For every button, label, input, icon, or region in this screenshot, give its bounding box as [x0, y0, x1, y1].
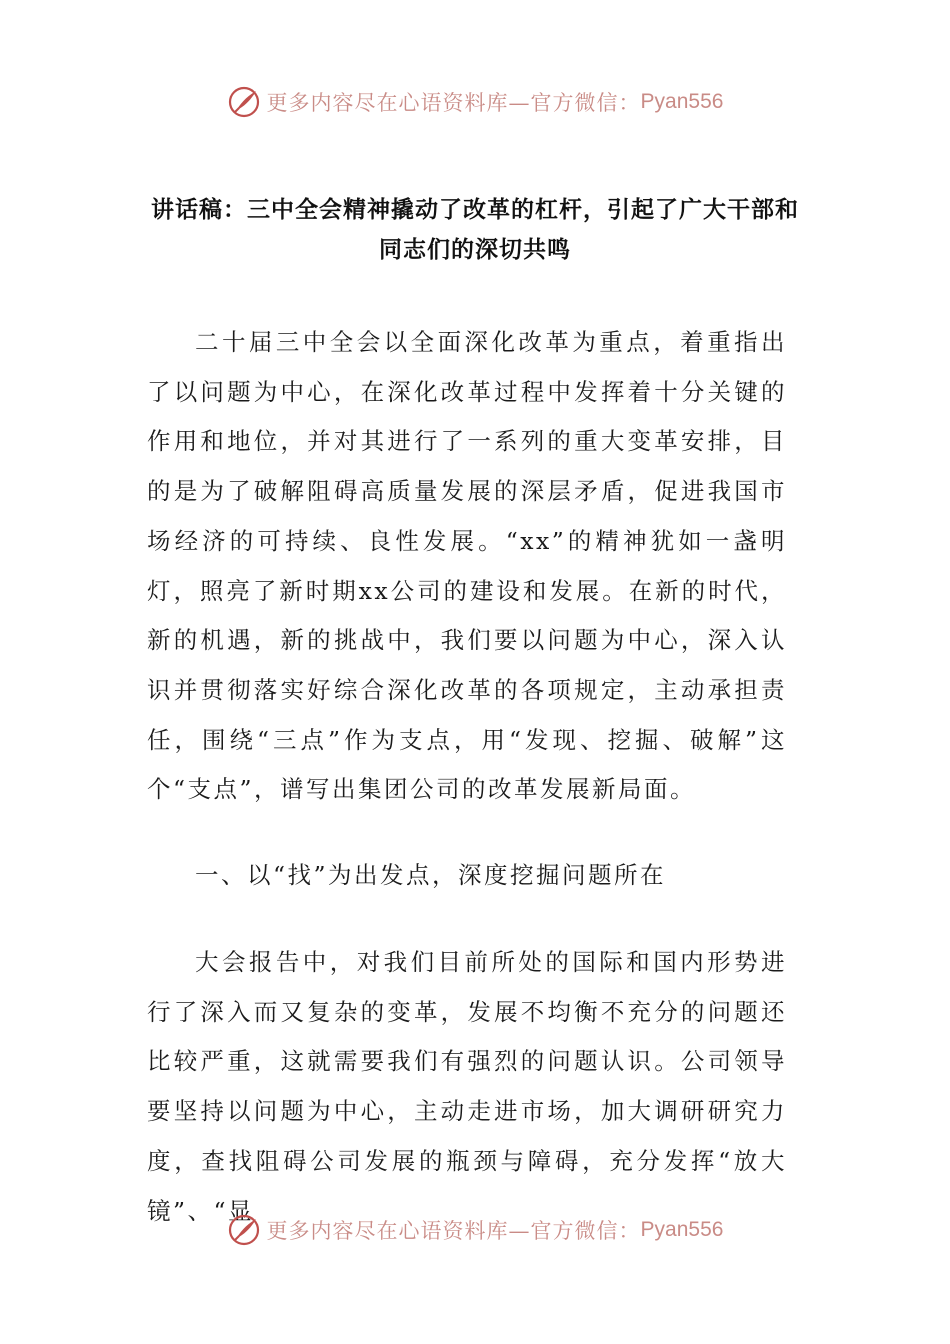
- watermark-banner-top: [0, 82, 950, 122]
- section-heading-1: 一、以“找”为出发点，深度挖掘问题所在: [195, 861, 667, 889]
- watermark-banner-bottom: [0, 1210, 950, 1250]
- body-paragraph-2: 大会报告中，对我们目前所处的国际和国内形势进行了深入而又复杂的变革，发展不均衡不充分的问题还比较严重，这就需要我们有强烈的问题认识。公司领导要坚持以问题为中心，主动走进市场，加大调研研究力度，查找阻碍公司发展的瓶颈与障碍，充分发挥“放大镜”、“显: [147, 948, 787, 1225]
- watermark-wechat-handle: Pyan556: [640, 1218, 724, 1241]
- watermark-text: 更多内容尽在心语资料库—官方微信：: [266, 1219, 641, 1243]
- watermark-wechat-handle: Pyan556: [640, 90, 724, 113]
- watermark-text: 更多内容尽在心语资料库—官方微信：: [266, 91, 641, 115]
- body-paragraph-1: 二十届三中全会以全面深化改革为重点，着重指出了以问题为中心，在深化改革过程中发挥着十分关键的作用和地位，并对其进行了一系列的重大变革安排，目的是为了破解阻碍高质量发展的深层矛盾，促进我国市场经济的可持续、良性发展。“xx”的精神犹如一盏明灯，照亮了新时期xx公司的建设和发展。在新的时代，新的机遇，新的挑战中，我们要以问题为中心，深入认识并贯彻落实好综合深化改革的各项规定，主动承担责任，围绕“三点”作为支点，用“发现、挖掘、破解”这个“支点”，谱写出集团公司的改革发展新局面。: [147, 328, 787, 804]
- quill-pen-logo-icon: [227, 1213, 261, 1247]
- quill-pen-logo-icon: [227, 85, 261, 119]
- document-title: 讲话稿：三中全会精神撬动了改革的杠杆，引起了广大干部和同志们的深切共鸣: [151, 197, 799, 263]
